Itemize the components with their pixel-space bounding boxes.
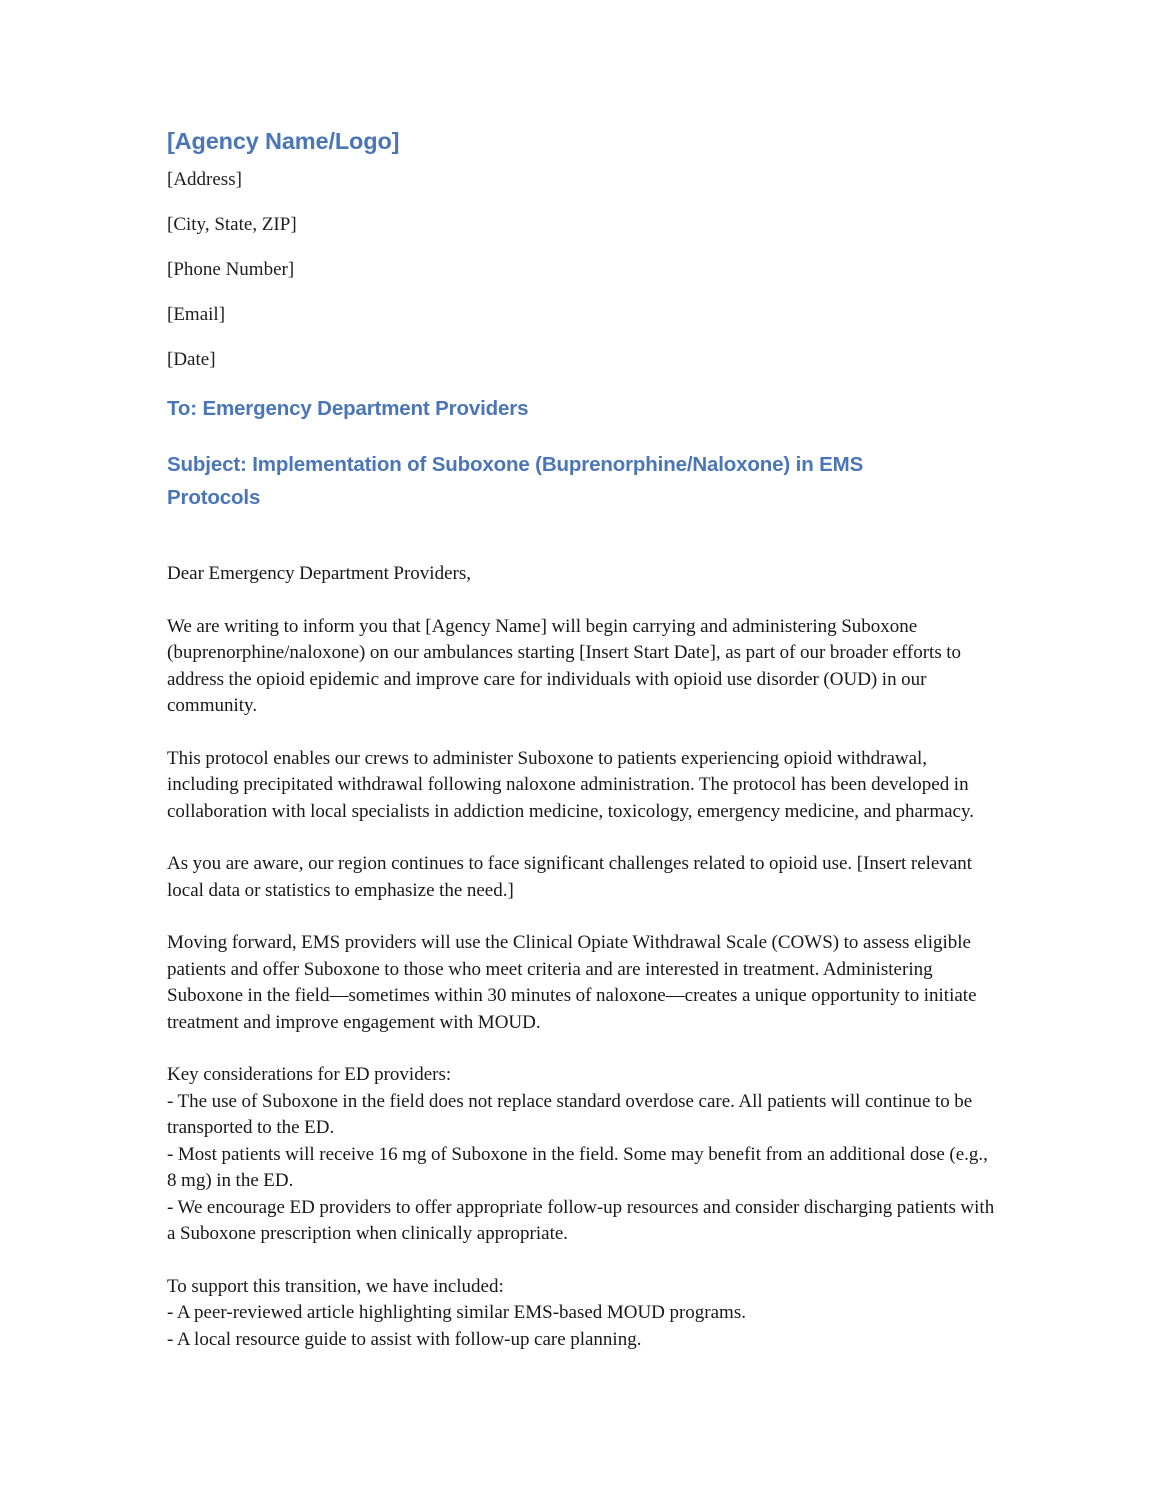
body-paragraph-3: As you are aware, our region continues to face significant challenges related to opioid use. [Insert relevant local data or statistics to emphasize the need.] — [167, 853, 973, 901]
recipient-line: To: Emergency Department Providers — [167, 397, 529, 420]
support-item-1: - A peer-reviewed article highlighting similar EMS-based MOUD programs. — [167, 1302, 746, 1323]
support-section-block — [167, 1274, 997, 1354]
key-consideration-item-2: - Most patients will receive 16 mg of Suboxone in the field. Some may benefit from an additional dose (e.g., 8 mg) in the ED. — [167, 1143, 988, 1191]
key-considerations-intro: Key considerations for ED providers: — [167, 1064, 452, 1085]
subject-line: Subject: Implementation of Suboxone (Buprenorphine/Naloxone) in EMS Protocols — [167, 453, 864, 509]
letterhead-date: [Date] — [167, 349, 216, 370]
salutation: Dear Emergency Department Providers, — [167, 563, 471, 584]
key-consideration-item-3: - We encourage ED providers to offer appropriate follow-up resources and consider discharging patients with a Suboxone prescription when clinically appropriate. — [167, 1196, 995, 1244]
letter-body — [167, 561, 997, 1353]
letterhead-block — [167, 126, 997, 373]
letterhead-phone: [Phone Number] — [167, 259, 295, 280]
agency-name-logo: [Agency Name/Logo] — [167, 128, 400, 154]
body-paragraph-1: We are writing to inform you that [Agency Name] will begin carrying and administering Suboxone (buprenorphine/naloxone) on our ambulances starting [Insert Start Date], as part of our broader efforts to address the opioid epidemic and improve care for individuals with opioid use disorder (OUD) in our community. — [167, 615, 962, 716]
key-considerations-block — [167, 1062, 997, 1248]
letterhead-city-state-zip: [City, State, ZIP] — [167, 214, 297, 235]
letterhead-email: [Email] — [167, 304, 226, 325]
body-paragraph-2: This protocol enables our crews to administer Suboxone to patients experiencing opioid withdrawal, including precipitated withdrawal following naloxone administration. The protocol has been developed in collaboration with local specialists in addiction medicine, toxicology, emergency medicine, and pharmacy. — [167, 747, 974, 822]
body-paragraph-4: Moving forward, EMS providers will use the Clinical Opiate Withdrawal Scale (COWS) to assess eligible patients and offer Suboxone to those who meet criteria and are interested in treatment. Administering Suboxone in the field—sometimes within 30 minutes of naloxone—creates a unique opportunity to initiate treatment and improve engagement with MOUD. — [167, 932, 977, 1033]
letterhead-address: [Address] — [167, 169, 242, 190]
support-item-2: - A local resource guide to assist with follow-up care planning. — [167, 1328, 642, 1350]
support-section-intro: To support this transition, we have included: — [167, 1275, 504, 1297]
key-consideration-item-1: - The use of Suboxone in the field does not replace standard overdose care. All patients will continue to be transported to the ED. — [167, 1090, 973, 1138]
letter-content — [167, 126, 997, 1353]
